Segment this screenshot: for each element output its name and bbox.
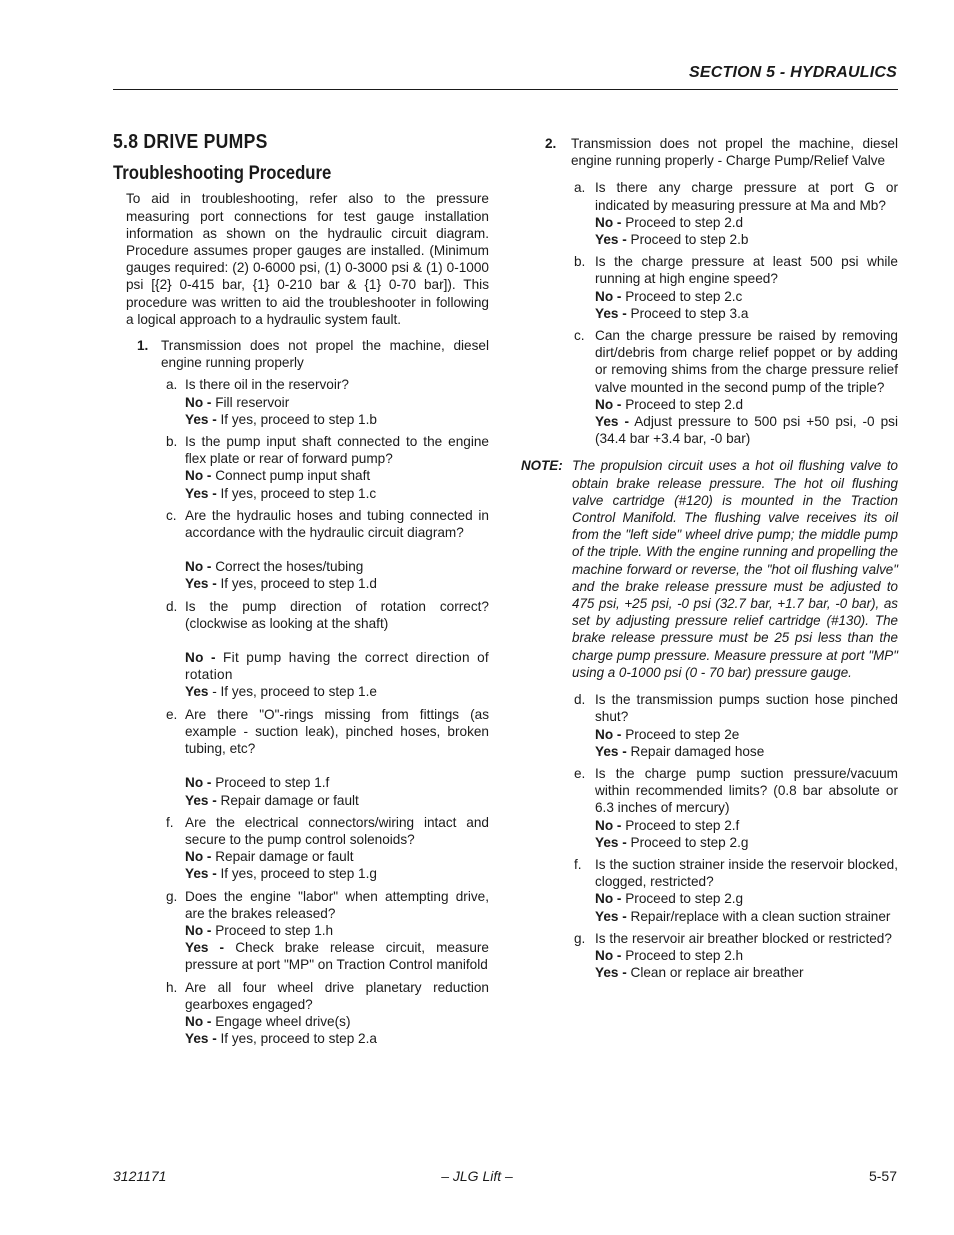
answer-yes [595, 834, 898, 851]
no-text: Engage wheel drive(s) [215, 1013, 351, 1029]
item-question: Can the charge pressure be raised by removing dirt/debris from charge relief poppet or by adding or removing shims from the charge pressure relief valve mounted in the second pump of the triple? [595, 328, 898, 395]
note-text: The propulsion circuit uses a hot oil flushing valve to obtain brake release pressure. The hot oil flushing valve cartridge (#120) is mounted in the Traction Control Manifold. The flushing valve receives its oil from the "left side" wheel drive pump; the middle pump of the triple. With the engine running and propelling the machine forward or reverse, the "hot oil flushing valve" and the brake release pressure must be adjusted to 475 psi, +25 psi, -0 psi (32.7 bar, +1.7 bar, -0 bar), as set by adjusting pressure relief cartridge (#130). The brake release pressure must be 25 psi less than the charge pump pressure. Measure pressure at port "MP" using a 0-1000 psi (0 - 70 bar) pressure gauge. [572, 458, 898, 680]
note-block [521, 457, 898, 681]
item-letter: f. [166, 814, 174, 830]
section-header: SECTION 5 - HYDRAULICS [689, 64, 897, 81]
answer-yes [185, 865, 489, 882]
yes-text: Repair damaged hose [630, 743, 765, 759]
answer-yes [185, 792, 489, 809]
yes-label: Yes - [185, 792, 217, 808]
header-rule [113, 89, 898, 90]
no-text: Proceed to step 1.h [215, 922, 334, 938]
item-letter: a. [574, 180, 586, 196]
answer-yes [185, 485, 489, 502]
step-1f [113, 814, 489, 883]
answer-no [595, 396, 898, 413]
answer-yes [595, 231, 898, 248]
no-label: No - [185, 394, 212, 410]
answer-yes [595, 305, 898, 322]
yes-label: Yes - [185, 866, 217, 882]
yes-label: Yes - [595, 834, 627, 850]
step-1 [113, 337, 489, 371]
no-text: Proceed to step 2.g [625, 891, 744, 907]
page-title: 5.8 DRIVE PUMPS [113, 131, 268, 153]
item-letter: g. [166, 888, 178, 904]
yes-label: Yes - [185, 1031, 217, 1047]
item-letter: h. [166, 979, 178, 995]
yes-label: Yes - [595, 965, 627, 981]
step-2d [521, 691, 898, 760]
yes-text: If yes, proceed to step 1.b [220, 411, 377, 427]
yes-text: If yes, proceed to step 1.d [220, 576, 377, 592]
item-letter: b. [574, 254, 586, 270]
answer-yes [595, 743, 898, 760]
yes-label: Yes - [595, 232, 627, 248]
yes-text: If yes, proceed to step 1.g [220, 866, 377, 882]
yes-text: Check brake release circuit, measure pressure at port "MP" on Traction Control manifold [185, 940, 489, 973]
answer-no [185, 774, 489, 791]
no-label: No - [595, 726, 622, 742]
answer-yes [185, 683, 489, 700]
yes-text: Proceed to step 2.b [630, 232, 749, 248]
no-text: Correct the hoses/tubing [215, 559, 364, 575]
item-letter: e. [166, 706, 178, 722]
no-label: No - [595, 214, 622, 230]
yes-text: Adjust pressure to 500 psi +50 psi, -0 psi (34.4 bar +3.4 bar, -0 bar) [595, 414, 898, 447]
answer-no [595, 817, 898, 834]
step-1e [113, 706, 489, 809]
item-letter: d. [166, 598, 178, 614]
answer-yes [185, 411, 489, 428]
answer-yes [595, 413, 898, 447]
step-2b [521, 253, 898, 322]
step-1c [113, 507, 489, 593]
no-label: No - [185, 922, 212, 938]
item-question: Is there any charge pressure at port G or indicated by measuring pressure at Ma and Mb? [595, 180, 898, 213]
no-text: Proceed to step 2.d [625, 214, 744, 230]
doc-number: 3121171 [113, 1168, 167, 1184]
step-1b [113, 433, 489, 502]
yes-text: Proceed to step 2.g [630, 834, 749, 850]
yes-text: Repair damage or fault [220, 792, 359, 808]
answer-yes [185, 939, 489, 973]
item-question: Is the reservoir air breather blocked or restricted? [595, 930, 892, 946]
no-text: Proceed to step 2.f [625, 817, 740, 833]
no-text: Proceed to step 2.h [625, 947, 744, 963]
left-column [113, 130, 489, 1047]
item-letter: c. [574, 328, 585, 344]
step-2e [521, 765, 898, 851]
item-question: Are there "O"-rings missing from fittings (as example - suction leak), pinched hoses, broken tubing, etc? [185, 706, 489, 757]
yes-text: - If yes, proceed to step 1.e [212, 684, 377, 700]
answer-yes [185, 1030, 489, 1047]
item-letter: d. [574, 692, 586, 708]
step-2f [521, 856, 898, 925]
no-text: Repair damage or fault [215, 849, 354, 865]
note-label: NOTE: [521, 458, 563, 474]
item-question: Is the charge pressure at least 500 psi while running at high engine speed? [595, 254, 898, 287]
no-label: No - [595, 288, 622, 304]
answer-no [595, 890, 898, 907]
answer-no [595, 288, 898, 305]
item-question: Are all four wheel drive planetary reduction gearboxes engaged? [185, 979, 489, 1012]
no-label: No - [185, 775, 212, 791]
yes-label: Yes - [595, 305, 627, 321]
no-label: No - [595, 396, 622, 412]
item-letter: f. [574, 856, 582, 872]
step-number: 1. [137, 338, 149, 354]
answer-no [185, 394, 489, 411]
yes-label: Yes - [185, 940, 225, 956]
no-text: Proceed to step 2.d [625, 396, 744, 412]
answer-no [185, 922, 489, 939]
item-question: Is the charge pump suction pressure/vacuum within recommended limits? (0.8 bar absolute or 6.3 inches of mercury) [595, 765, 898, 816]
procedure-heading: Troubleshooting Procedure [113, 163, 332, 185]
item-letter: a. [166, 377, 178, 393]
no-text: Fit pump having the correct direction of rotation [185, 650, 490, 683]
answer-no [185, 1013, 489, 1030]
yes-label: Yes - [185, 411, 217, 427]
step-2a [521, 179, 898, 248]
step-text: Transmission does not propel the machine, diesel engine running properly [161, 338, 489, 371]
answer-no [185, 848, 489, 865]
answer-no [185, 558, 489, 575]
item-question: Is the pump input shaft connected to the engine flex plate or rear of forward pump? [185, 434, 489, 467]
no-label: No - [185, 650, 216, 666]
no-label: No - [185, 849, 212, 865]
item-question: Is the suction strainer inside the reservoir blocked, clogged, restricted? [595, 856, 898, 890]
step-2 [521, 135, 898, 169]
yes-label: Yes - [595, 414, 629, 430]
yes-text: Clean or replace air breather [630, 965, 804, 981]
step-1g [113, 888, 489, 974]
no-label: No - [185, 468, 212, 484]
no-label: No - [185, 559, 212, 575]
item-question: Is the transmission pumps suction hose pinched shut? [595, 692, 898, 725]
answer-yes [185, 575, 489, 592]
no-label: No - [595, 891, 622, 907]
yes-text: Repair/replace with a clean suction strainer [630, 908, 891, 924]
answer-yes [595, 908, 898, 925]
item-question: Is there oil in the reservoir? [185, 377, 349, 393]
yes-text: If yes, proceed to step 2.a [220, 1031, 377, 1047]
footer-brand: – JLG Lift – [441, 1168, 513, 1184]
step-2c [521, 327, 898, 447]
item-letter: b. [166, 434, 178, 450]
item-question: Does the engine "labor" when attempting drive, are the brakes released? [185, 888, 489, 921]
answer-no [185, 467, 489, 484]
yes-label: Yes - [595, 908, 627, 924]
no-label: No - [595, 947, 622, 963]
step-text: Transmission does not propel the machine, diesel engine running properly - Charge Pump/Relief Valve [571, 136, 898, 169]
item-question: Are the hydraulic hoses and tubing connected in accordance with the hydraulic circuit diagram? [185, 507, 489, 541]
step-1a [113, 376, 489, 428]
yes-label: Yes - [185, 576, 217, 592]
yes-text: If yes, proceed to step 1.c [220, 485, 377, 501]
item-letter: c. [166, 507, 177, 523]
item-question: Are the electrical connectors/wiring intact and secure to the pump control solenoids? [185, 814, 489, 847]
step-number: 2. [545, 136, 557, 151]
answer-no [185, 649, 489, 683]
page-number: 5-57 [868, 1168, 897, 1184]
no-text: Proceed to step 1.f [215, 775, 330, 791]
step-1h [113, 979, 489, 1048]
item-letter: g. [574, 930, 586, 946]
yes-label: Yes [185, 684, 209, 700]
no-label: No - [185, 1013, 212, 1029]
item-question: Is the pump direction of rotation correct? (clockwise as looking at the shaft) [185, 598, 489, 631]
step-1d [113, 598, 489, 701]
answer-no [595, 947, 898, 964]
no-text: Connect pump input shaft [215, 468, 371, 484]
no-text: Fill reservoir [215, 394, 290, 410]
answer-no [595, 726, 898, 743]
answer-yes [595, 964, 898, 981]
right-column [521, 135, 898, 981]
yes-text: Proceed to step 3.a [630, 305, 749, 321]
answer-no [595, 214, 898, 231]
no-text: Proceed to step 2e [625, 726, 740, 742]
no-text: Proceed to step 2.c [625, 288, 743, 304]
item-letter: e. [574, 765, 586, 781]
no-label: No - [595, 817, 622, 833]
step-2g [521, 930, 898, 982]
yes-label: Yes - [185, 485, 217, 501]
intro-paragraph: To aid in troubleshooting, refer also to the pressure measuring port connections for test gauge installation information as shown on the hydraulic circuit diagram. Procedure assumes proper gauges are installed. (Minimum gauges required: (2) 0-6000 psi, (1) 0-3000 psi & (1) 0-1000 psi [{2} 0-415 bar, {1} 0-210 bar & {1} 0-70 bar]). This procedure was written to aid the troubleshooter in following a logical approach to a hydraulic system fault. [126, 191, 489, 327]
yes-label: Yes - [595, 743, 627, 759]
